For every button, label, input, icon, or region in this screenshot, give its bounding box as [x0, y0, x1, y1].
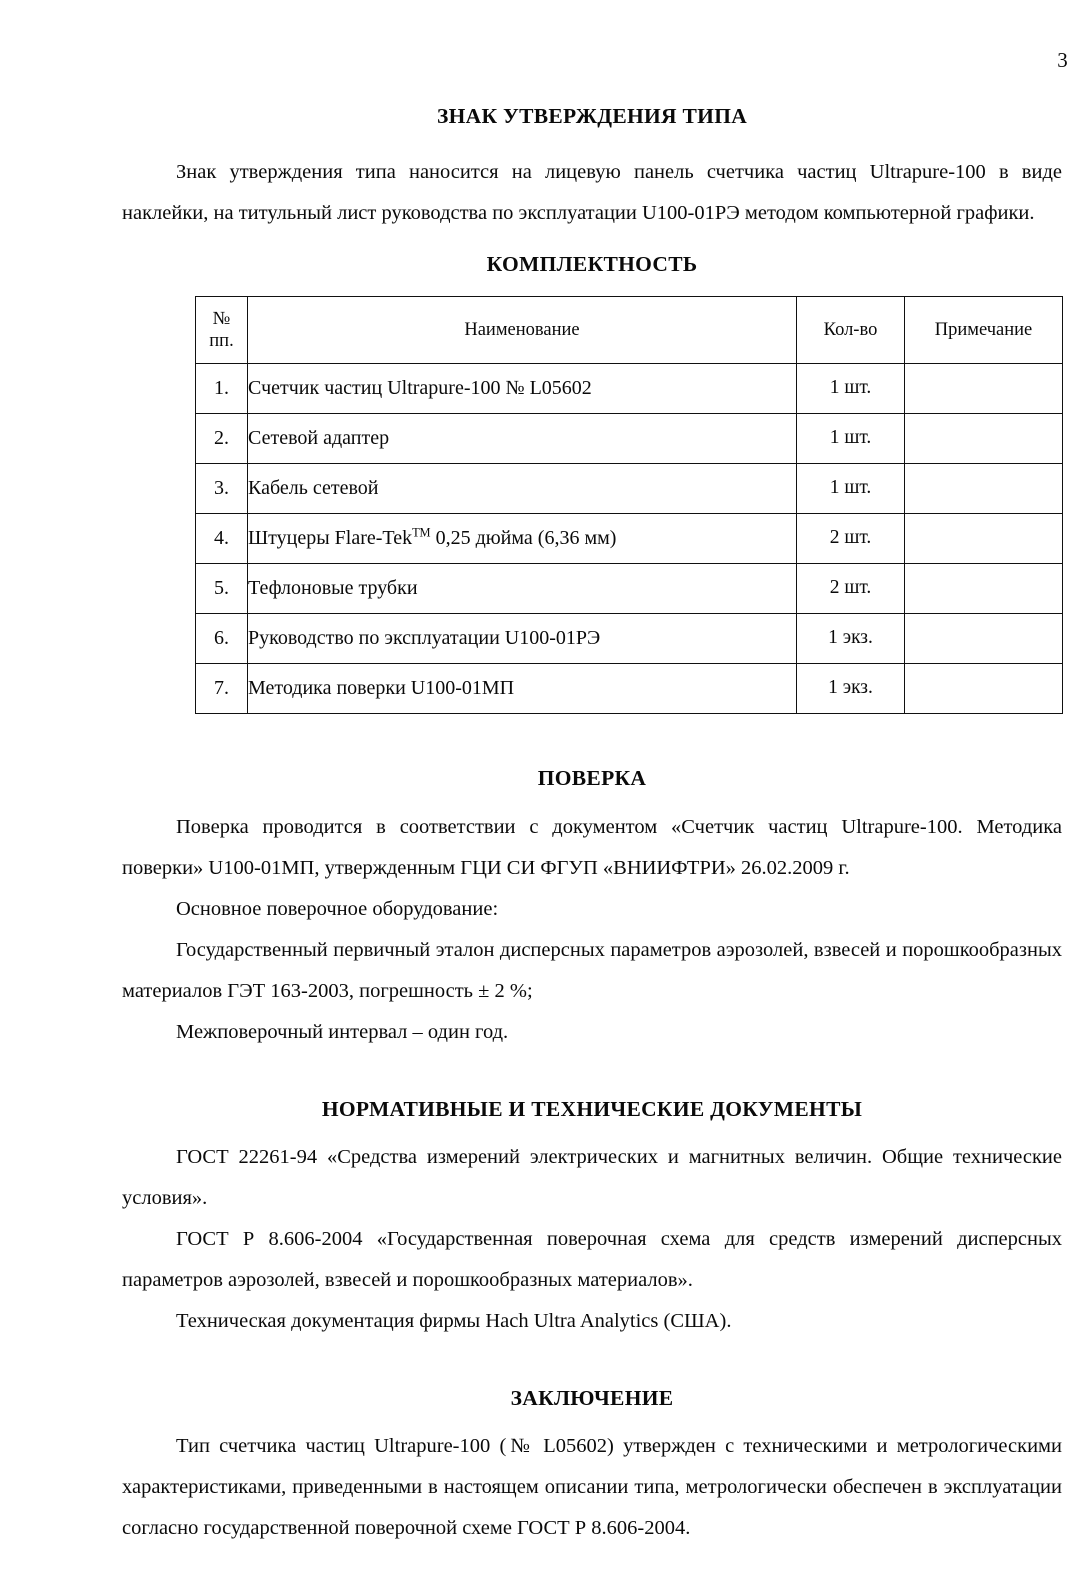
cell-note — [905, 413, 1063, 463]
cell-number: 5. — [196, 563, 248, 613]
spacer — [122, 130, 1062, 152]
cell-note — [905, 513, 1063, 563]
completeness-table-wrap — [195, 296, 1062, 714]
cell-note — [905, 463, 1063, 513]
paragraph-verification-1: Поверка проводится в соответствии с документом «Счетчик частиц Ultrapure-100. Методика поверки» U100-01МП, утвержденным ГЦИ СИ ФГУП «ВНИИФТРИ» 26.02.2009 г. — [122, 816, 1062, 880]
heading-completeness: КОМПЛЕКТНОСТЬ — [486, 251, 698, 276]
cell-number: 2. — [196, 413, 248, 463]
table-header-row — [196, 296, 1063, 363]
spacer — [122, 1342, 1062, 1386]
paragraph-verification-4: Межповерочный интервал – один год. — [176, 1021, 509, 1044]
cell-quantity: 1 шт. — [797, 463, 905, 513]
cell-quantity: 1 шт. — [797, 363, 905, 413]
table-head — [196, 296, 1063, 363]
paragraph-approval-mark-1: Знак утверждения типа наносится на лицевую панель счетчика частиц Ultrapure-100 в виде наклейки, на титульный лист руководства по эксплуатации U100-01РЭ методом компьютерной графики. — [122, 160, 1062, 224]
table-row — [196, 613, 1063, 663]
cell-note — [905, 363, 1063, 413]
spacer — [122, 234, 1062, 252]
column-header-number-line2: пп. — [209, 330, 234, 351]
paragraph-conclusion-1: Тип счетчика частиц Ultrapure-100 (№ L05602) утвержден с техническими и метрологическими характеристиками, приведенными в настоящем описании типа, метрологически обеспечен в эксплуатации согласно государственной поверочной схеме ГОСТ Р 8.606-2004. — [122, 1434, 1062, 1539]
cell-quantity: 1 шт. — [797, 413, 905, 463]
cell-name: Методика поверки U100-01МП — [248, 663, 797, 713]
spacer — [122, 714, 1062, 766]
paragraph-normative-1: ГОСТ 22261-94 «Средства измерений электрических и магнитных величин. Общие технические условия». — [122, 1146, 1062, 1210]
cell-quantity: 1 экз. — [797, 613, 905, 663]
heading-approval-mark: ЗНАК УТВЕРЖДЕНИЯ ТИПА — [436, 104, 748, 128]
table-row — [196, 513, 1063, 563]
paragraph-verification-3: Государственный первичный эталон дисперсных параметров аэрозолей, взвесей и порошкообразных материалов ГЭТ 163-2003, погрешность ± 2 %; — [122, 939, 1062, 1003]
spacer — [122, 791, 1062, 807]
column-header-number-line1: № — [212, 308, 231, 329]
spacer — [122, 278, 1062, 296]
paragraph-normative-2: ГОСТ Р 8.606-2004 «Государственная поверочная схема для средств измерений дисперсных параметров аэрозолей, взвесей и порошкообразных материалов». — [122, 1228, 1062, 1292]
cell-name-text: Штуцеры Flare-Tek — [248, 526, 413, 549]
heading-normative-docs: НОРМАТИВНЫЕ И ТЕХНИЧЕСКИЕ ДОКУМЕНТЫ — [321, 1097, 863, 1122]
cell-number: 1. — [196, 363, 248, 413]
spacer — [122, 1053, 1062, 1097]
cell-number: 3. — [196, 463, 248, 513]
cell-name: Тефлоновые трубки — [248, 563, 797, 613]
heading-conclusion: ЗАКЛЮЧЕНИЕ — [510, 1386, 674, 1411]
cell-name: Кабель сетевой — [248, 463, 797, 513]
cell-quantity: 1 экз. — [797, 663, 905, 713]
page-content — [122, 104, 1062, 1549]
table-row — [196, 413, 1063, 463]
trademark-superscript: ТМ — [412, 524, 431, 539]
column-header-number — [196, 296, 248, 363]
paragraph-normative-3: Техническая документация фирмы Hach Ultra Analytics (США). — [176, 1310, 732, 1333]
cell-note — [905, 613, 1063, 663]
cell-name — [248, 513, 797, 563]
cell-quantity: 2 шт. — [797, 563, 905, 613]
spacer — [122, 1123, 1062, 1137]
spacer — [122, 1412, 1062, 1426]
cell-number: 7. — [196, 663, 248, 713]
completeness-table — [195, 296, 1063, 714]
table-body — [196, 363, 1063, 713]
table-row — [196, 563, 1063, 613]
cell-number: 6. — [196, 613, 248, 663]
cell-name: Счетчик частиц Ultrapure-100 № L05602 — [248, 363, 797, 413]
column-header-name: Наименование — [248, 296, 797, 363]
heading-verification: ПОВЕРКА — [537, 765, 647, 790]
cell-note — [905, 663, 1063, 713]
cell-note — [905, 563, 1063, 613]
cell-name-text-tail: 0,25 дюйма (6,36 мм) — [430, 526, 617, 549]
column-header-note: Примечание — [905, 296, 1063, 363]
table-row — [196, 463, 1063, 513]
cell-quantity: 2 шт. — [797, 513, 905, 563]
page-number: 3 — [1057, 48, 1068, 72]
column-header-qty: Кол-во — [797, 296, 905, 363]
cell-number: 4. — [196, 513, 248, 563]
table-row — [196, 363, 1063, 413]
cell-name: Сетевой адаптер — [248, 413, 797, 463]
cell-name: Руководство по эксплуатации U100-01РЭ — [248, 613, 797, 663]
table-row — [196, 663, 1063, 713]
paragraph-verification-2: Основное поверочное оборудование: — [176, 898, 499, 921]
